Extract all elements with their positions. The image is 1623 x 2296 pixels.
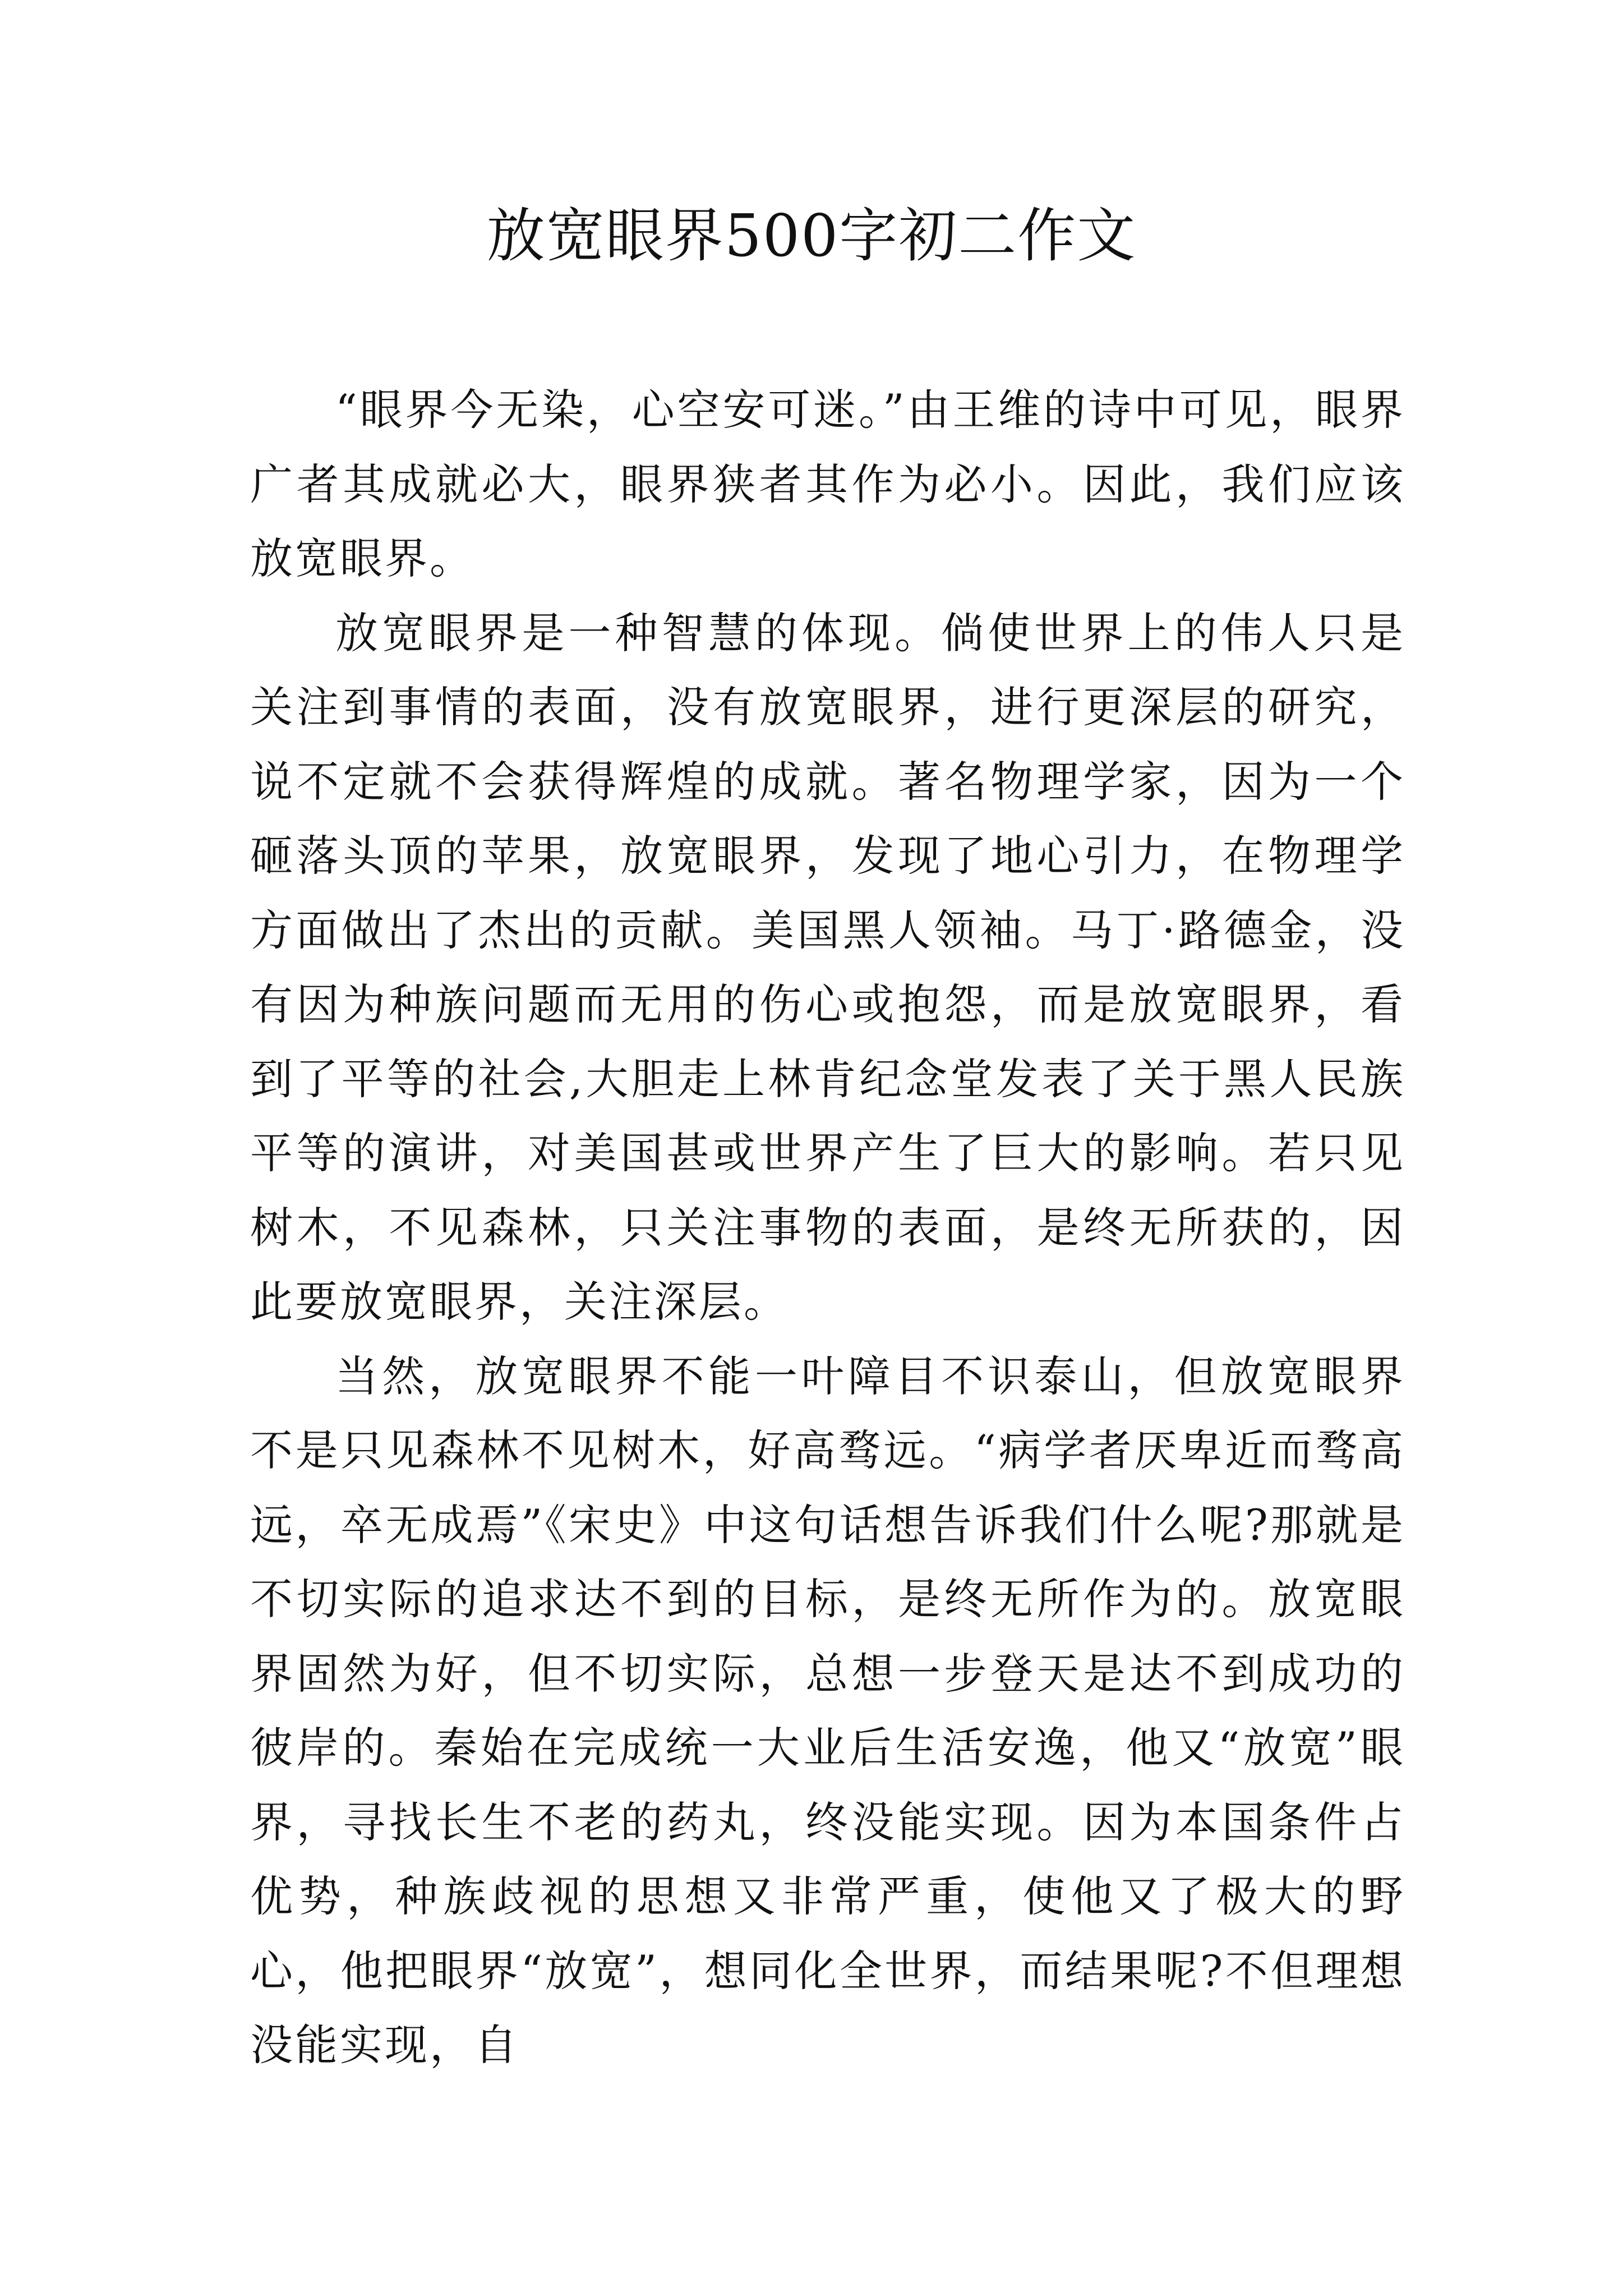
document-body bbox=[250, 373, 1405, 2083]
paragraph-1: “眼界今无染，心空安可迷。”由王维的诗中可见，眼界广者其成就必大，眼界狭者其作为必小。因此，我们应该放宽眼界。 bbox=[250, 385, 1405, 583]
paragraph-3: 当然，放宽眼界不能一叶障目不识泰山，但放宽眼界不是只见森林不见树木，好高骛远。“病学者厌卑近而骛高远，卒无成焉”《宋史》中这句话想告诉我们什么呢?那就是不切实际的追求达不到的目标，是终无所作为的。放宽眼界固然为好，但不切实际，总想一步登天是达不到成功的彼岸的。秦始在完成统一大业后生活安逸，他又“放宽”眼界，寻找长生不老的药丸，终没能实现。因为本国条件占优势，种族歧视的思想又非常严重，使他又了极大的野心，他把眼界“放宽”，想同化全世界，而结果呢?不但理想没能实现，自 bbox=[250, 1351, 1405, 2070]
paragraph-2: 放宽眼界是一种智慧的体现。倘使世界上的伟人只是关注到事情的表面，没有放宽眼界，进行更深层的研究，说不定就不会获得辉煌的成就。著名物理学家，因为一个砸落头顶的苹果，放宽眼界，发现了地心引力，在物理学方面做出了杰出的贡献。美国黑人领袖。马丁·路德金，没有因为种族问题而无用的伤心或抱怨，而是放宽眼界，看到了平等的社会,大胆走上林肯纪念堂发表了关于黑人民族平等的演讲，对美国甚或世界产生了巨大的影响。若只见树木，不见森林，只关注事物的表面，是终无所获的，因此要放宽眼界，关注深层。 bbox=[250, 608, 1405, 1327]
document-title: 放宽眼界500字初二作文 bbox=[486, 201, 1137, 270]
